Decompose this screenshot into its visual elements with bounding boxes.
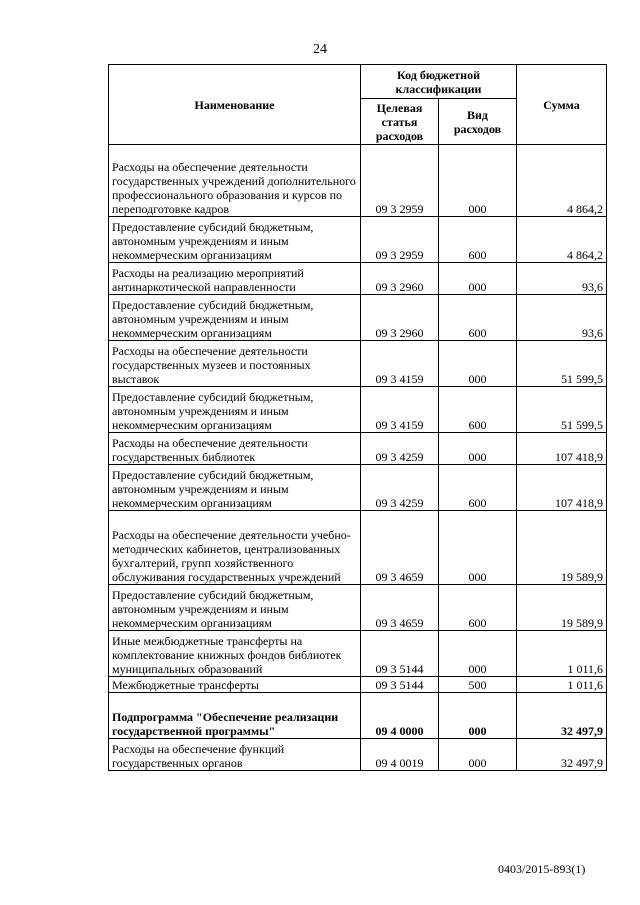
table-row [109,677,607,693]
header-code-group: Код бюджетной классификации [361,65,517,99]
row-target-article: 09 3 4259 [361,465,439,511]
row-amount: 93,6 [517,263,607,295]
header-amount: Сумма [517,65,607,145]
row-expense-type: 000 [439,263,517,295]
table-row [109,631,607,677]
row-target-article: 09 3 4159 [361,387,439,433]
row-expense-type: 000 [439,433,517,465]
row-target-article: 09 3 5144 [361,631,439,677]
row-target-article: 09 3 5144 [361,677,439,693]
row-expense-type: 600 [439,217,517,263]
row-name: Предоставление субсидий бюджетным, автономным учреждениям и иным некоммерческим организациям [109,217,361,263]
row-amount: 51 599,5 [517,341,607,387]
row-target-article: 09 3 2960 [361,295,439,341]
row-name: Расходы на обеспечение функций государственных органов [109,739,361,771]
row-amount: 19 589,9 [517,585,607,631]
row-name: Расходы на обеспечение деятельности государственных учреждений дополнительного профессионального образования и курсов по переподготовке кадров [109,145,361,217]
row-name: Расходы на обеспечение деятельности государственных музеев и постоянных выставок [109,341,361,387]
row-amount: 107 418,9 [517,465,607,511]
row-name: Предоставление субсидий бюджетным, автономным учреждениям и иным некоммерческим организациям [109,295,361,341]
row-amount: 1 011,6 [517,677,607,693]
row-expense-type: 500 [439,677,517,693]
row-target-article: 09 3 4259 [361,433,439,465]
table-body [109,145,607,771]
table-row [109,263,607,295]
row-expense-type: 600 [439,295,517,341]
row-target-article: 09 3 4659 [361,585,439,631]
row-name: Расходы на обеспечение деятельности учебно-методических кабинетов, централизованных бухгалтерий, групп хозяйственного обслуживания государственных учреждений [109,511,361,585]
header-name: Наименование [109,65,361,145]
table-row [109,145,607,217]
table-row [109,511,607,585]
header-target-article: Целевая статья расходов [361,99,439,145]
row-expense-type: 000 [439,631,517,677]
table-row [109,693,607,739]
row-name: Иные межбюджетные трансферты на комплектование книжных фондов библиотек муниципальных образований [109,631,361,677]
row-name: Межбюджетные трансферты [109,677,361,693]
row-amount: 32 497,9 [517,693,607,739]
row-target-article: 09 3 2959 [361,217,439,263]
row-name: Предоставление субсидий бюджетным, автономным учреждениям и иным некоммерческим организациям [109,387,361,433]
table-row [109,295,607,341]
row-target-article: 09 3 4159 [361,341,439,387]
row-name: Расходы на обеспечение деятельности государственных библиотек [109,433,361,465]
row-target-article: 09 4 0019 [361,739,439,771]
row-target-article: 09 3 4659 [361,511,439,585]
row-amount: 1 011,6 [517,631,607,677]
row-amount: 32 497,9 [517,739,607,771]
row-amount: 51 599,5 [517,387,607,433]
table-row [109,387,607,433]
row-expense-type: 000 [439,341,517,387]
header-expense-type: Вид расходов [439,99,517,145]
table-row [109,465,607,511]
table-row [109,433,607,465]
row-amount: 4 864,2 [517,217,607,263]
row-name: Расходы на реализацию мероприятий антинаркотической направленности [109,263,361,295]
row-expense-type: 600 [439,465,517,511]
table-row [109,341,607,387]
row-amount: 19 589,9 [517,511,607,585]
row-expense-type: 000 [439,511,517,585]
row-expense-type: 600 [439,585,517,631]
page-number: 24 [313,42,327,57]
table-row [109,585,607,631]
row-expense-type: 600 [439,387,517,433]
row-expense-type: 000 [439,693,517,739]
row-amount: 4 864,2 [517,145,607,217]
row-target-article: 09 4 0000 [361,693,439,739]
row-name: Подпрограмма "Обеспечение реализации государственной программы" [109,693,361,739]
row-expense-type: 000 [439,739,517,771]
budget-table [108,64,607,771]
row-amount: 107 418,9 [517,433,607,465]
row-amount: 93,6 [517,295,607,341]
row-name: Предоставление субсидий бюджетным, автономным учреждениям и иным некоммерческим организациям [109,465,361,511]
document-number: 0403/2015-893(1) [498,862,586,876]
row-target-article: 09 3 2959 [361,145,439,217]
row-expense-type: 000 [439,145,517,217]
row-target-article: 09 3 2960 [361,263,439,295]
table-row [109,739,607,771]
row-name: Предоставление субсидий бюджетным, автономным учреждениям и иным некоммерческим организациям [109,585,361,631]
table-row [109,217,607,263]
